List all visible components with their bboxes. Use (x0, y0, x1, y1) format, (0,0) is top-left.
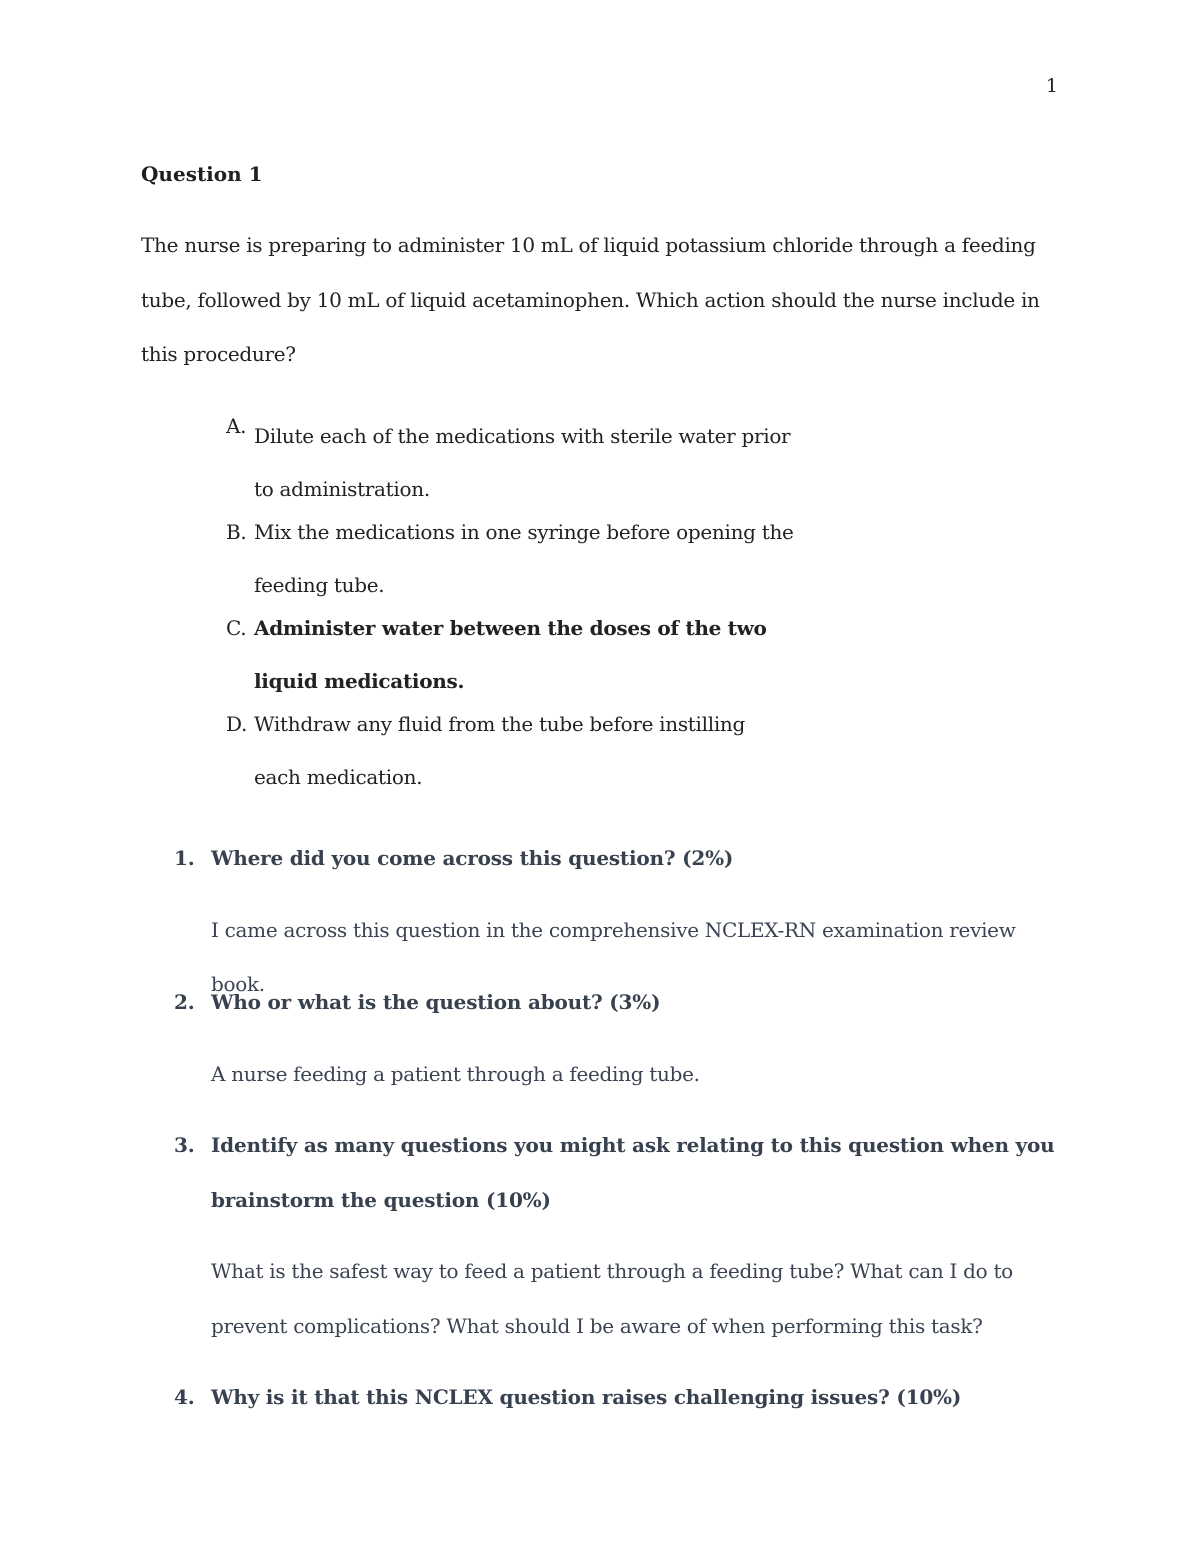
question-number: 4. (174, 1385, 195, 1409)
reflection-question-2 (174, 975, 1064, 1101)
option-b (226, 516, 806, 612)
option-c-correct (226, 612, 806, 708)
answer-options (226, 410, 806, 804)
answer-text: What is the safest way to feed a patient through a feeding tube? What can I do to prevent complications? What should I be aware of when performing this task? (211, 1259, 1013, 1338)
option-a (226, 410, 806, 516)
page-number: 1 (1045, 75, 1058, 97)
option-letter: C. (226, 616, 247, 640)
option-text: Mix the medications in one syringe before opening the feeding tube. (254, 520, 794, 597)
option-letter: D. (226, 712, 248, 736)
reflection-question-4 (174, 1370, 1064, 1425)
answer-text: A nurse feeding a patient through a feeding tube. (211, 1061, 700, 1086)
option-letter: A. (226, 414, 247, 438)
question-text: Where did you come across this question? (2%) (211, 846, 734, 870)
answer-text: I came across this question in the comprehensive NCLEX-RN examination review book. (211, 917, 1016, 996)
question-text: Why is it that this NCLEX question raises challenging issues? (10%) (211, 1385, 962, 1409)
option-text: Administer water between the doses of the two liquid medications. (254, 616, 767, 693)
option-text: Dilute each of the medications with sterile water prior to administration. (254, 424, 791, 501)
question-number: 3. (174, 1133, 195, 1157)
question-text: Who or what is the question about? (3%) (211, 990, 661, 1014)
page-title: Question 1 (141, 162, 263, 186)
option-letter: B. (226, 520, 247, 544)
question-number: 2. (174, 990, 195, 1014)
question-text: Identify as many questions you might ask relating to this question when you brainstorm the question (10%) (211, 1133, 1055, 1212)
reflection-question-3 (174, 1118, 1064, 1353)
question-stem: The nurse is preparing to administer 10 mL of liquid potassium chloride through a feeding tube, followed by 10 mL of liquid acetaminophen. Which action should the nurse include in this procedure? (141, 233, 1040, 366)
option-d (226, 708, 806, 804)
question-number: 1. (174, 846, 195, 870)
option-text: Withdraw any fluid from the tube before instilling each medication. (254, 712, 746, 789)
